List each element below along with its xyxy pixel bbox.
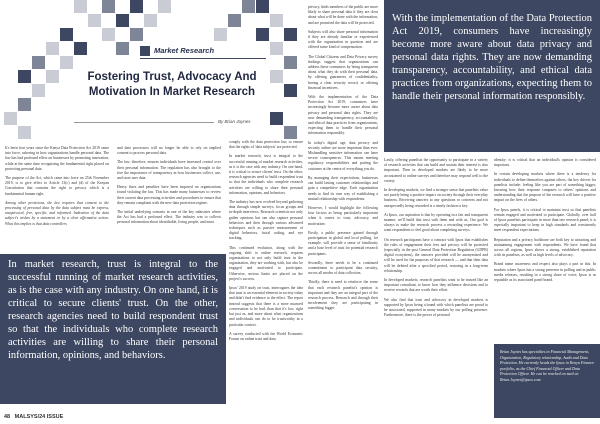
paragraph: Firstly, a public presence gained through participation in global and local polling, for example, will provide a sense of familiarity and a base level of trust for potential research participants. [308,230,378,256]
section-tag-label: Market Research [154,46,215,55]
paragraph: This continued evolution, along with the ongoing shift to online research, requires organizations to not only build trust in the organization, they are working with, but also be engaged and motivated to participate. Otherwise, serious limits are placed on the project's success. [229,245,303,281]
pull-quote-right-text: With the implementation of the Data Protection Act 2019, consumers have increasingly become more aware about data privacy and personal data rights. They are now demanding transparency, accountability, and ethical data practices from organizations, expecting them to handle their personal information responsibly. [392,13,592,102]
paragraph: The law, therefore, ensures individuals have increased control over their personal information. The regulation has also brought to the fore the importance of transparency in how businesses collect, use, and store user data. [117,160,221,181]
paragraph: We also find that trust and advocacy in developed markets is supported by Ipsos being a brand with which panelists are proud to be associated, supported in many markets by our polling presence. Furthermore, there is the power of personal [384,297,488,318]
paragraph: A survey conducted with the World Economic Forum on online trust and data [229,331,303,341]
section-tag-marker [140,46,150,56]
byline: By Brian Joynes [218,119,251,124]
paragraph: Ipsos' 2019 study on trust, interrogates the idea that trust is an essential element in society today and didn't find evidence to the effect. The report instead suggests that there is a more nuanced conversation to be had, than that it's low, right but just as, and more about what organizations and individuals can do to be trustworthy in a particular context. [229,286,303,327]
article-title: Fostering Trust, Advocacy And Motivation In Market Research [87,71,257,98]
column-2 [117,146,221,230]
paragraph: It's been four years since the Kenya Data Protection Act 2019 came into force, ushering in how organizations handle personal data. The law has had profound effect on businesses by promoting innovation, while at the same time recognizing the fundamental right placed on protecting personal data. [5,146,109,171]
column-3 [229,8,303,412]
paragraph: In market research, trust is integral to the successful running of market research activities, as it is the case with any industry. On one hand, it is critical to secure clients' trust. On the other, research agencies need to build respondent trust so that the individuals who complete research activities are willing to share their personal information, opinions, and behaviors. [229,154,303,195]
paragraph: The initial underlying scenario in one of the key industries where the Act has had a profound effect. The industry was to collects personal information about identifiable, living people, and must [117,210,221,225]
paragraph: With the implementation of the Data Protection Act 2019, consumers have increasingly become more aware about data privacy and personal data rights. They are now demanding transparency, accountability, and ethical data practices from organizations, expecting them to handle their personal information responsibly. [308,95,378,136]
pull-quote-right [384,0,600,152]
pull-quote-left-text: In market research, trust is integral to the successful running of market research activities, as is the case with any industry. On one hand, it is critical to secure clients' trust. On the other, research agencies need to build respondent trust so that the individuals who complete research activities are willing to share their personal information, opinions, and behaviors. [8,259,218,361]
column-5 [384,158,488,416]
footer [4,414,63,420]
byline-rule [74,122,214,123]
paragraph: By managing their expectations, businesses can build lasting customer relationships and gain a competitive edge. Each organization needs to find its own way of establishing a mutual relationship with respondents. [308,175,378,201]
paragraph: At Ipsos, our aspiration is that by operating in a fair and transparent manner, we'll build that trust with them and with us. Our goal is always to make the research process a rewarding experience. We want respondents to feel good about completing surveys. [384,212,488,233]
page-number: 48 [4,414,11,420]
paragraph: Heavy fines and penalties have been imposed on organizations found violating the law. This has made many businesses to review their current data processing activities and procedures to ensure that they remain compliant with the new data protection regime. [117,185,221,205]
paragraph: and data processors will no longer be able to rely on implied consent to process personal data. [117,146,221,156]
paragraph: In developed markets, research panelists want to be trusted like an important consultant, to know how they influence decisions and to receive rewards that are worth their effort. [384,278,488,293]
paragraph: In today's digital age, data privacy and security online are more important than ever. Mishandling sensitive information can have severe consequences. This means meeting regulatory responsibilities and putting the customer at the centre of everything you do. [308,140,378,171]
paragraph: The purpose of the Act, which came into force on 25th November 2019, is to give effect to Article 31(c) and (d) of the Kenyan Constitution that contains the right to privacy which is a fundamental human right. [5,176,109,196]
column-6 [494,158,596,340]
paragraph: Reputation and a privacy backbone are both key to attracting and maintaining engagement with respondents. We have found that across all regions, Ipsos shows a strong, established reputation with its panelists, as well as high levels of advocacy. [494,237,596,258]
magazine-issue: MALSYS/24 ISSUE [14,414,64,420]
paragraph: Lastly, offering panelists the opportunity to participate in a variety of research activities that can build and sustain their interest is also important. Then in developed markets are likely to be more accustomed to online surveys and therefore may respond well to the variety. [384,158,488,183]
paragraph: Secondly, there needs to be a continued commitment to participant data security, across all modes of data collection. [308,260,378,276]
column-1 [5,146,109,231]
column-4 [308,5,378,417]
paragraph: comply with the data protection law, to ensure that the rights of 'data subjects' are protected. [229,140,303,150]
paragraph: In certain developing markets where there is a tendency for individuals to define themselves against others, the key drivers for panelists include: feeling like you are part of something bigger, knowing how their response compares to others' opinions and understanding that the purpose of the research will have a positive impact on the lives of others. [494,172,596,203]
paragraph: Thirdly, there is need to reinforce the sense that each research panelist's opinion is important and they are an integral part of the research process. Research and through their involvement they are participating in something bigger. [308,280,378,311]
paragraph: The Global Citizens and Data Privacy survey findings suggest that organizations can address these consumers by being transparent about what they do with their personal data, by offering guarantees of confidentiality, having a clear security record, or offering financial incentives. [308,54,378,90]
paragraph: Among other provisions, the law requires that consent to the processing of personal data by the data subject must be express, unequivocal, free, specific, and informed. Indication of the data subject's wishes by a statement or by a clear affirmative action. What this implies is that data controllers [5,200,109,226]
paragraph: identity: it is critical that an individual's opinion is considered important. [494,158,596,168]
author-bio: Brian Joynes has specialties in Financial Management, Organization, Regulatory relationship, Audit and Data Protection. He currently heads the Ipsos in Kenya Finance portfolio, as the Chief Financial Officer and Data Protection Officer. He can be reached on mail at: Brian.Joynes@ipsos.com [500,349,595,382]
paragraph: However, I would highlight the following four factors as being particularly important when it comes to trust, advocacy, and motivation: [308,205,378,226]
paragraph: The industry has now evolved beyond gathering data through simple surveys, focus groups and in-depth interviews. Research scientists not only gather opinions but can also capture personal behaviors and then through various advanced techniques such as passive measurement of digital behaviors, facial coding, and eye tracking. [229,200,303,241]
paragraph: Subjects will also share personal information if they are already familiar or experienced with the organization in question and are offered some kind of compensation. [308,29,378,50]
paragraph: In developing markets, we find a stronger sense that panelists value not purely being a positive impact on society through their everyday business. Receiving answers to any questions or concerns and not unexpectedly being rewarded is a timely fashion is key. [384,188,488,208]
paragraph: privacy, finds members of the public are more likely to share personal data if they are clear about what will be done with the information, and are promised the data will be protected. [308,5,378,25]
pull-quote-left [0,254,226,404]
paragraph: For Ipsos panels, it is critical to maintain trust so that panelists remain engaged and motivated to participate. Globally, over half of Ipsos panelists participate in more than one research panel; it is especially important to keep in high standards and consistently meet respondent expectations. [494,207,596,233]
paragraph: Brand name awareness and respect also plays a part in this. In markets where Ipsos has a strong presence in polling and in public media releases, resulting in a strong share of voice, Ipsos is as reputable as its associated panel brand. [494,262,596,283]
author-bio-box [494,344,600,418]
paragraph: On research participants have a contract with Ipsos that establishes the rules of engagement their fees and privacy will be protected (especially in the post General Data Protection Regulation (GDPR) digital ecosystem), the answers provided will be anonymized and will be used for the purposes of that research — and that their data will be deleted after a specified period, restoring in a long-term relationship. [384,237,488,273]
